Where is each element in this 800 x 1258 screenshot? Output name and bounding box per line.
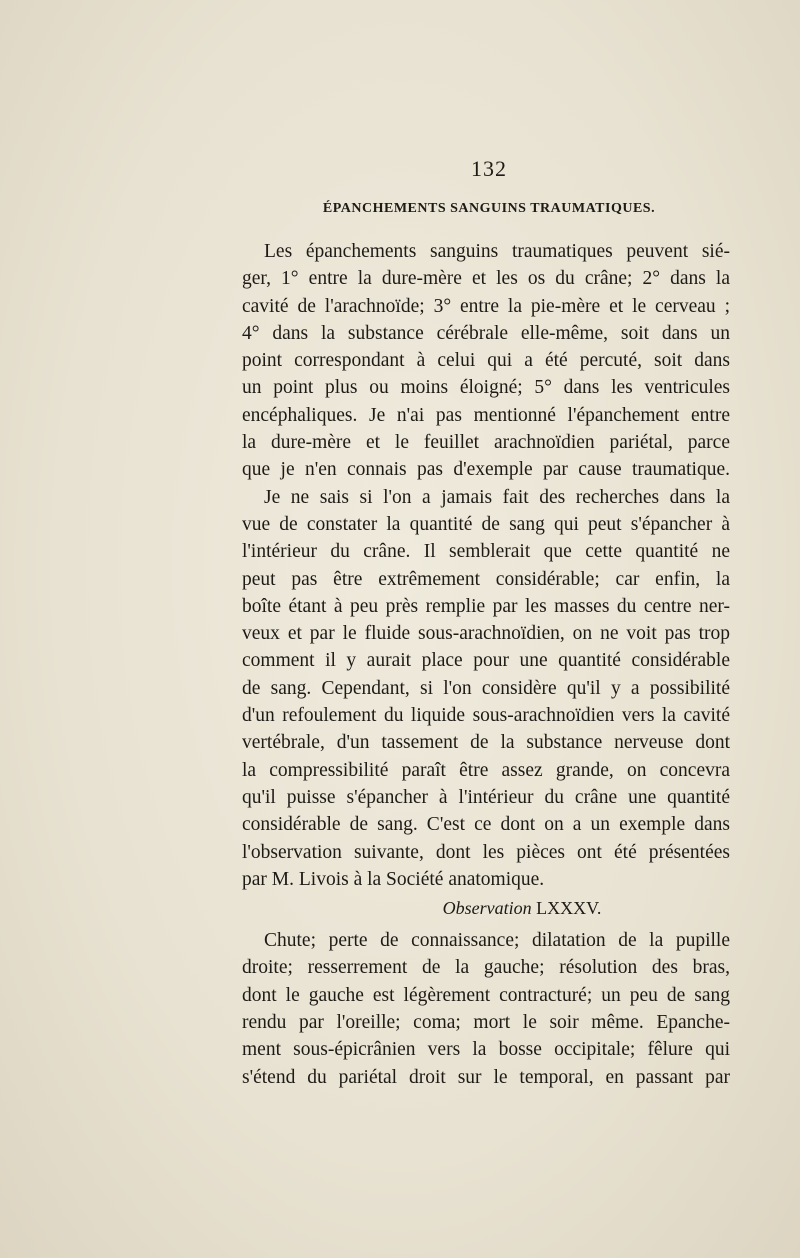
text-line: par M. Livois à la Société anatomique. xyxy=(242,868,545,890)
text-line: de sang. Cependant, si l'on considère qu'il y a possibilité xyxy=(242,677,730,699)
running-head: ÉPANCHEMENTS SANGUINS TRAUMATIQUES. xyxy=(322,201,656,216)
text-line: droite; resserrement de la gauche; résolution des bras, xyxy=(242,957,730,979)
text-line: l'intérieur du crâne. Il semblerait que cette quantité ne xyxy=(242,541,730,563)
text-line: dont le gauche est légèrement contracturé; un peu de sang xyxy=(242,984,730,1006)
paragraph-3 xyxy=(242,927,730,1091)
text-line: Chute; perte de connaissance; dilatation de la pupille xyxy=(264,930,730,952)
text-line: 4° dans la substance cérébrale elle-même, soit dans un xyxy=(242,322,730,344)
text-line: cavité de l'arachnoïde; 3° entre la pie-mère et le cerveau ; xyxy=(242,295,730,317)
text-line: ment sous-épicrânien vers la bosse occipitale; fêlure qui xyxy=(242,1039,730,1061)
text-line: veux et par le fluide sous-arachnoïdien, on ne voit pas trop xyxy=(242,623,730,645)
paragraph-2 xyxy=(242,484,730,893)
body-text xyxy=(242,238,730,1091)
text-line: vue de constater la quantité de sang qui peut s'épancher à xyxy=(242,513,730,535)
text-line: vertébrale, d'un tassement de la substance nerveuse dont xyxy=(242,732,730,754)
text-line: s'étend du pariétal droit sur le temporal, en passant par xyxy=(242,1066,730,1088)
text-line: d'un refoulement du liquide sous-arachnoïdien vers la cavité xyxy=(242,705,730,727)
page-number: 132 xyxy=(471,156,507,181)
text-line: comment il y aurait place pour une quantité considérable xyxy=(242,650,730,672)
text-line: un point plus ou moins éloigné; 5° dans les ventricules xyxy=(242,377,730,399)
paragraph-1 xyxy=(242,238,730,484)
text-line: l'observation suivante, dont les pièces ont été présentées xyxy=(242,841,730,863)
text-line: la dure-mère et le feuillet arachnoïdien pariétal, parce xyxy=(242,432,730,454)
observation-number: LXXXV. xyxy=(536,898,602,919)
text-line: Les épanchements sanguins traumatiques peuvent sié- xyxy=(264,241,730,262)
text-line: Je ne sais si l'on a jamais fait des recherches dans la xyxy=(264,486,730,508)
text-line: encéphaliques. Je n'ai pas mentionné l'épanchement entre xyxy=(242,404,730,426)
observation-label: Observation xyxy=(442,898,532,919)
text-line: ger, 1° entre la dure-mère et les os du crâne; 2° dans la xyxy=(242,268,730,290)
text-line: rendu par l'oreille; coma; mort le soir même. Epanche- xyxy=(242,1012,730,1034)
text-line: considérable de sang. C'est ce dont on a un exemple dans xyxy=(242,814,730,836)
text-line: la compressibilité paraît être assez grande, on concevra xyxy=(242,759,730,781)
text-line: que je n'en connais pas d'exemple par cause traumatique. xyxy=(242,459,730,481)
text-line: boîte étant à peu près remplie par les masses du centre ner- xyxy=(242,595,730,617)
text-line: point correspondant à celui qui a été percuté, soit dans xyxy=(242,350,730,372)
observation-title xyxy=(242,893,730,923)
text-line: qu'il puisse s'épancher à l'intérieur du crâne une quantité xyxy=(242,786,730,808)
text-line: peut pas être extrêmement considérable; car enfin, la xyxy=(242,568,730,590)
